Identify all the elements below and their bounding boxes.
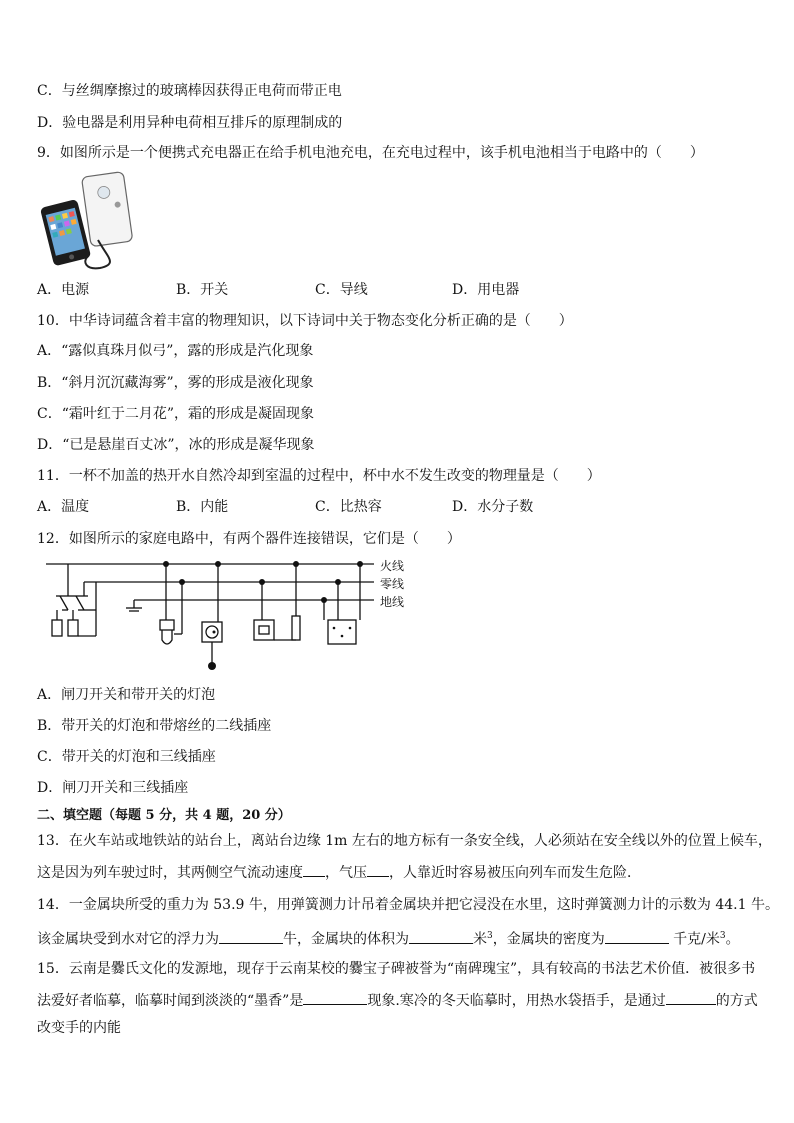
q10-option-a: A．“露似真珠月似弓”，露的形成是汽化现象	[37, 343, 314, 359]
q9-option-c: C．导线	[315, 282, 368, 298]
q12-option-a: A．闸刀开关和带开关的灯泡	[37, 687, 216, 703]
q11-option-a: A．温度	[37, 499, 90, 515]
q13-line1: 13．在火车站或地铁站的站台上，离站台边缘 1m 左右的地方标有一条安全线，人必须站在安全线以外的位置上候车，	[37, 833, 772, 849]
q9-option-d: D．用电器	[452, 282, 520, 298]
q14-text-d: ，金属块的密度为	[492, 931, 605, 948]
q15-line2	[37, 990, 774, 1010]
q11-stem: 11．一杯不加盖的热开水自然冷却到室温的过程中，杯中水不发生改变的物理量是（ ）	[37, 468, 601, 484]
q12-stem: 12．如图所示的家庭电路中，有两个器件连接错误，它们是（ ）	[37, 531, 461, 547]
q10-stem: 10．中华诗词蕴含着丰富的物理知识，以下诗词中关于物态变化分析正确的是（ ）	[37, 313, 573, 329]
q9-stem: 9．如图所示是一个便携式充电器正在给手机电池充电，在充电过程中，该手机电池相当于电路中的（ ）	[37, 145, 704, 161]
household-circuit-diagram	[38, 556, 418, 676]
q13-text-a: 这是因为列车驶过时，其两侧空气流动速度	[37, 865, 303, 881]
q11-option-b: B．内能	[176, 499, 229, 515]
q10-option-c: C．“霜叶红于二月花”，霜的形成是凝固现象	[37, 406, 315, 422]
wire-label-ground: 地线	[380, 595, 405, 609]
q10-option-d: D．“已是悬崖百丈冰”，冰的形成是凝华现象	[37, 437, 315, 453]
q12-option-b: B．带开关的灯泡和带熔丝的二线插座	[37, 718, 272, 734]
q15-line3: 改变手的内能	[37, 1020, 121, 1036]
q8-option-d: D．验电器是利用异种电荷相互排斥的原理制成的	[37, 115, 343, 131]
q14-text-b: 牛，金属块的体积为	[283, 931, 409, 948]
q14-text-e: 千克/米	[668, 931, 720, 948]
q14-blank-volume[interactable]	[409, 929, 473, 944]
q15-line1: 15．云南是爨氏文化的发源地，现存于云南某校的爨宝子碑被誉为“南碑瑰宝”，具有较高的书法艺术价值．被很多书	[37, 961, 756, 977]
q13-text-b: ，气压	[325, 865, 367, 881]
section-heading: 二、填空题（每题 5 分，共 4 题，20 分）	[37, 808, 291, 823]
q15-blank-1[interactable]	[303, 990, 367, 1005]
q14-text-end: 。	[725, 931, 740, 948]
q12-option-d: D．闸刀开关和三线插座	[37, 780, 189, 796]
q15-text-b: 现象.寒冷的冬天临摹时，用热水袋捂手，是通过	[367, 993, 666, 1009]
q14-sup-2: 3	[719, 931, 726, 941]
q14-line1: 14．一金属块所受的重力为 53.9 牛，用弹簧测力计吊着金属块并把它浸没在水里，这时弹簧测力计的示数为 44.1 牛。	[37, 897, 779, 913]
q13-text-c: ，人靠近时容易被压向列车而发生危险．	[389, 865, 641, 881]
q11-option-d: D．水分子数	[452, 499, 534, 515]
wire-labels	[380, 557, 404, 611]
q9-option-b: B．开关	[176, 282, 229, 298]
q14-sup-1: 3	[487, 931, 493, 941]
q15-text-c: 的方式	[715, 993, 758, 1009]
q13-blank-2[interactable]	[367, 862, 389, 877]
wire-label-neutral: 零线	[380, 577, 405, 591]
q15-text-a: 法爱好者临摹，临摹时闻到淡淡的“墨香”是	[37, 993, 304, 1009]
q13-line2	[37, 862, 774, 882]
q8-option-c: C．与丝绸摩擦过的玻璃棒因获得正电荷而带正电	[37, 83, 342, 99]
q13-blank-1[interactable]	[303, 862, 325, 877]
q15-blank-2[interactable]	[666, 990, 716, 1005]
q14-line2	[37, 927, 774, 949]
q14-text-a: 该金属块受到水对它的浮力为	[37, 931, 219, 948]
q9-option-a: A．电源	[37, 282, 90, 298]
q14-blank-density[interactable]	[605, 929, 669, 944]
phone-charger-figure	[38, 168, 134, 272]
wire-label-live: 火线	[380, 559, 405, 573]
q11-option-c: C．比热容	[315, 499, 382, 515]
q12-option-c: C．带开关的灯泡和三线插座	[37, 749, 216, 765]
q10-option-b: B．“斜月沉沉藏海雾”，雾的形成是液化现象	[37, 375, 314, 391]
q14-text-c: 米	[473, 931, 487, 948]
q14-blank-buoyancy[interactable]	[219, 929, 283, 944]
